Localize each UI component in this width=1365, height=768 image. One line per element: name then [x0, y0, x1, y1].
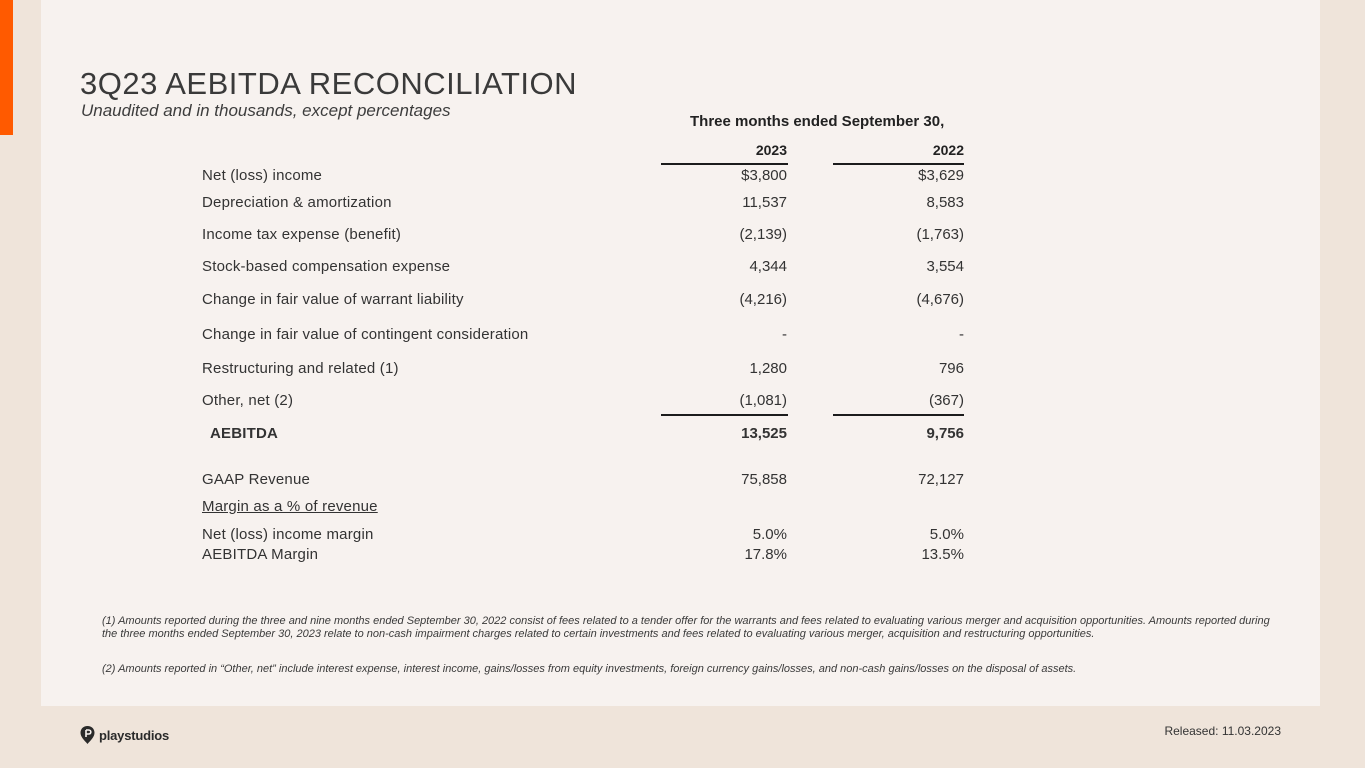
- row-label-net-income: Net (loss) income: [202, 167, 323, 184]
- row-label-stock-comp: Stock-based compensation expense: [202, 258, 451, 275]
- value-aebitda-margin-2023: 17.8%: [744, 546, 787, 563]
- header-rule-2023: [661, 163, 788, 165]
- page-title: 3Q23 AEBITDA RECONCILIATION: [80, 66, 578, 101]
- playstudios-logo: [80, 726, 169, 744]
- row-label-net-income-margin: Net (loss) income margin: [202, 526, 374, 543]
- column-header-2023: 2023: [755, 142, 787, 158]
- period-header: Three months ended September 30,: [690, 113, 945, 130]
- value-net-income-2022: $3,629: [918, 167, 964, 184]
- footnote-1: (1) Amounts reported during the three and nine months ended September 30, 2022 consist of fees related to a tender offer for the warrants and fees related to evaluating various merger and acquisition opportunities. Amounts reported during the three months ended September 30, 2023 relate to non-cash impairment charges related to certain investments and fees related to evaluating various merger, acquisition and restructuring opportunities.: [102, 615, 1270, 640]
- column-header-2022: 2022: [932, 142, 964, 158]
- value-depreciation-2023: 11,537: [742, 194, 787, 211]
- value-stock-comp-2023: 4,344: [749, 258, 787, 275]
- value-net-income-margin-2023: 5.0%: [752, 526, 787, 543]
- row-label-aebitda-margin: AEBITDA Margin: [202, 546, 319, 563]
- value-stock-comp-2022: 3,554: [926, 258, 964, 275]
- value-depreciation-2022: 8,583: [926, 194, 964, 211]
- row-label-gaap-revenue: GAAP Revenue: [202, 471, 311, 488]
- value-other-net-2023: (1,081): [739, 392, 787, 409]
- value-other-net-2022: (367): [928, 392, 964, 409]
- value-net-income-2023: $3,800: [741, 167, 787, 184]
- row-label-income-tax: Income tax expense (benefit): [202, 226, 402, 243]
- value-income-tax-2022: (1,763): [916, 226, 964, 243]
- value-net-income-margin-2022: 5.0%: [929, 526, 964, 543]
- value-gaap-revenue-2023: 75,858: [741, 471, 787, 488]
- value-restructuring-2022: 796: [938, 360, 964, 377]
- value-warrant-liability-2022: (4,676): [916, 291, 964, 308]
- value-warrant-liability-2023: (4,216): [739, 291, 787, 308]
- value-contingent-consideration-2023: -: [782, 326, 787, 343]
- row-label-aebitda: AEBITDA: [210, 425, 279, 442]
- subtotal-rule-2022: [833, 414, 964, 416]
- value-aebitda-2023: 13,525: [741, 425, 787, 442]
- page-subtitle: Unaudited and in thousands, except percentages: [81, 101, 451, 120]
- row-label-margin-heading: Margin as a % of revenue: [202, 498, 378, 515]
- value-income-tax-2023: (2,139): [739, 226, 787, 243]
- row-label-other-net: Other, net (2): [202, 392, 294, 409]
- value-gaap-revenue-2022: 72,127: [918, 471, 964, 488]
- row-label-contingent-consideration: Change in fair value of contingent consideration: [202, 326, 529, 343]
- value-aebitda-2022: 9,756: [926, 425, 964, 442]
- value-contingent-consideration-2022: -: [959, 326, 964, 343]
- footnote-2: (2) Amounts reported in “Other, net” include interest expense, interest income, gains/losses from equity investments, foreign currency gains/losses, and non-cash gains/losses on the disposal of assets.: [102, 663, 1077, 675]
- subtotal-rule-2023: [661, 414, 788, 416]
- value-restructuring-2023: 1,280: [749, 360, 787, 377]
- released-date: Released: 11.03.2023: [1164, 724, 1281, 738]
- value-aebitda-margin-2022: 13.5%: [921, 546, 964, 563]
- row-label-depreciation: Depreciation & amortization: [202, 194, 392, 211]
- row-label-warrant-liability: Change in fair value of warrant liability: [202, 291, 464, 308]
- accent-bar: [0, 0, 13, 135]
- header-rule-2022: [833, 163, 964, 165]
- playstudios-logo-icon: [80, 726, 95, 744]
- row-label-restructuring: Restructuring and related (1): [202, 360, 399, 377]
- logo-text: playstudios: [99, 727, 170, 743]
